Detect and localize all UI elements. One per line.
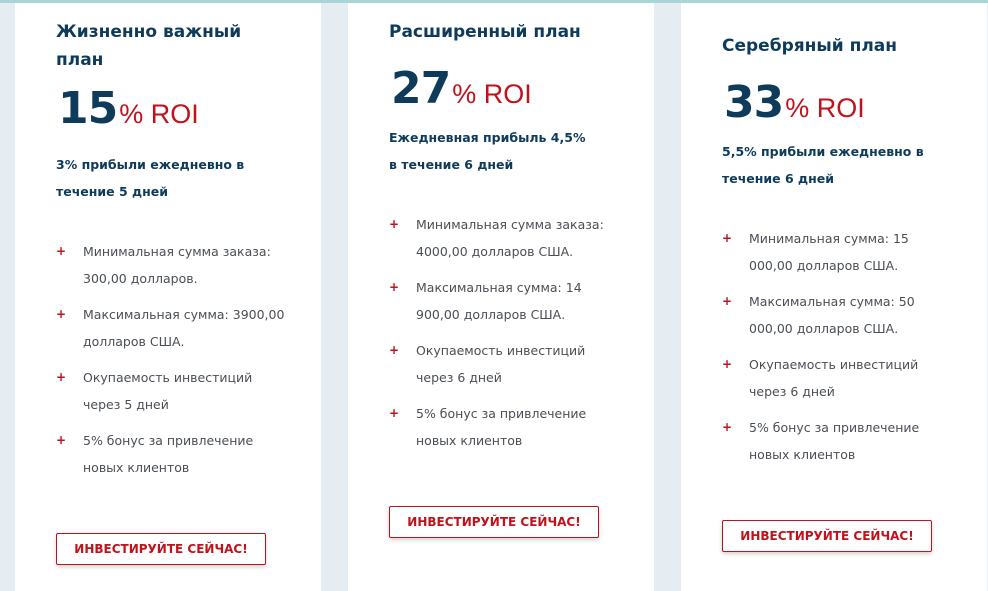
roi-label: % ROI	[119, 99, 199, 129]
plan-roi	[391, 63, 532, 114]
plus-icon: +	[56, 244, 67, 258]
feature-text: 5% бонус за привлечение новых клиентов	[416, 406, 587, 448]
feature-item	[56, 427, 288, 481]
plus-icon: +	[389, 280, 400, 294]
feature-item	[722, 351, 954, 405]
plan-description: Ежедневная прибыль 4,5% в течение 6 дней	[389, 130, 586, 172]
roi-label: % ROI	[785, 93, 865, 123]
feature-item	[722, 225, 954, 279]
roi-value: 15	[58, 83, 118, 134]
plan-title: Серебряный план	[722, 36, 898, 56]
feature-text: Окупаемость инвестиций через 6 дней	[416, 343, 586, 385]
plan-description: 3% прибыли ежедневно в течение 5 дней	[56, 157, 245, 199]
plan-title: Жизненно важный план	[56, 22, 242, 70]
plus-icon: +	[722, 231, 733, 245]
plus-icon: +	[389, 343, 400, 357]
feature-text: Максимальная сумма: 14 900,00 долларов США.	[416, 280, 582, 322]
roi-value: 27	[391, 63, 451, 114]
feature-text: Окупаемость инвестиций через 5 дней	[83, 370, 253, 412]
feature-item	[389, 337, 621, 391]
invest-now-button[interactable]: ИНВЕСТИРУЙТЕ СЕЙЧАС!	[56, 533, 266, 565]
feature-text: Минимальная сумма заказа: 300,00 долларов.	[83, 244, 271, 286]
plus-icon: +	[722, 420, 733, 434]
feature-text: Минимальная сумма заказа: 4000,00 долларов США.	[416, 217, 604, 259]
feature-text: Максимальная сумма: 3900,00 долларов США.	[83, 307, 285, 349]
invest-now-button[interactable]: ИНВЕСТИРУЙТЕ СЕЙЧАС!	[722, 520, 932, 552]
plan-features	[389, 211, 621, 463]
plus-icon: +	[722, 294, 733, 308]
feature-text: 5% бонус за привлечение новых клиентов	[749, 420, 920, 462]
plus-icon: +	[56, 307, 67, 321]
plan-card-2	[348, 3, 654, 591]
feature-item	[389, 400, 621, 454]
feature-text: 5% бонус за привлечение новых клиентов	[83, 433, 254, 475]
plus-icon: +	[56, 433, 67, 447]
plan-description: 5,5% прибыли ежедневно в течение 6 дней	[722, 144, 924, 186]
roi-value: 33	[724, 77, 784, 128]
feature-item	[722, 414, 954, 468]
roi-label: % ROI	[452, 79, 532, 109]
plus-icon: +	[389, 217, 400, 231]
plus-icon: +	[722, 357, 733, 371]
plan-title: Расширенный план	[389, 22, 581, 42]
feature-item	[389, 274, 621, 328]
feature-text: Минимальная сумма: 15 000,00 долларов США.	[749, 231, 909, 273]
plus-icon: +	[389, 406, 400, 420]
feature-item	[56, 364, 288, 418]
plan-roi	[724, 77, 865, 128]
feature-text: Окупаемость инвестиций через 6 дней	[749, 357, 919, 399]
feature-item	[389, 211, 621, 265]
invest-now-button[interactable]: ИНВЕСТИРУЙТЕ СЕЙЧАС!	[389, 506, 599, 538]
feature-text: Максимальная сумма: 50 000,00 долларов США.	[749, 294, 915, 336]
plus-icon: +	[56, 370, 67, 384]
plan-card-1	[15, 3, 321, 591]
plan-roi	[58, 83, 199, 134]
feature-item	[56, 238, 288, 292]
plan-card-3	[681, 3, 987, 591]
plan-features	[722, 225, 954, 477]
feature-item	[56, 301, 288, 355]
feature-item	[722, 288, 954, 342]
plan-features	[56, 238, 288, 490]
